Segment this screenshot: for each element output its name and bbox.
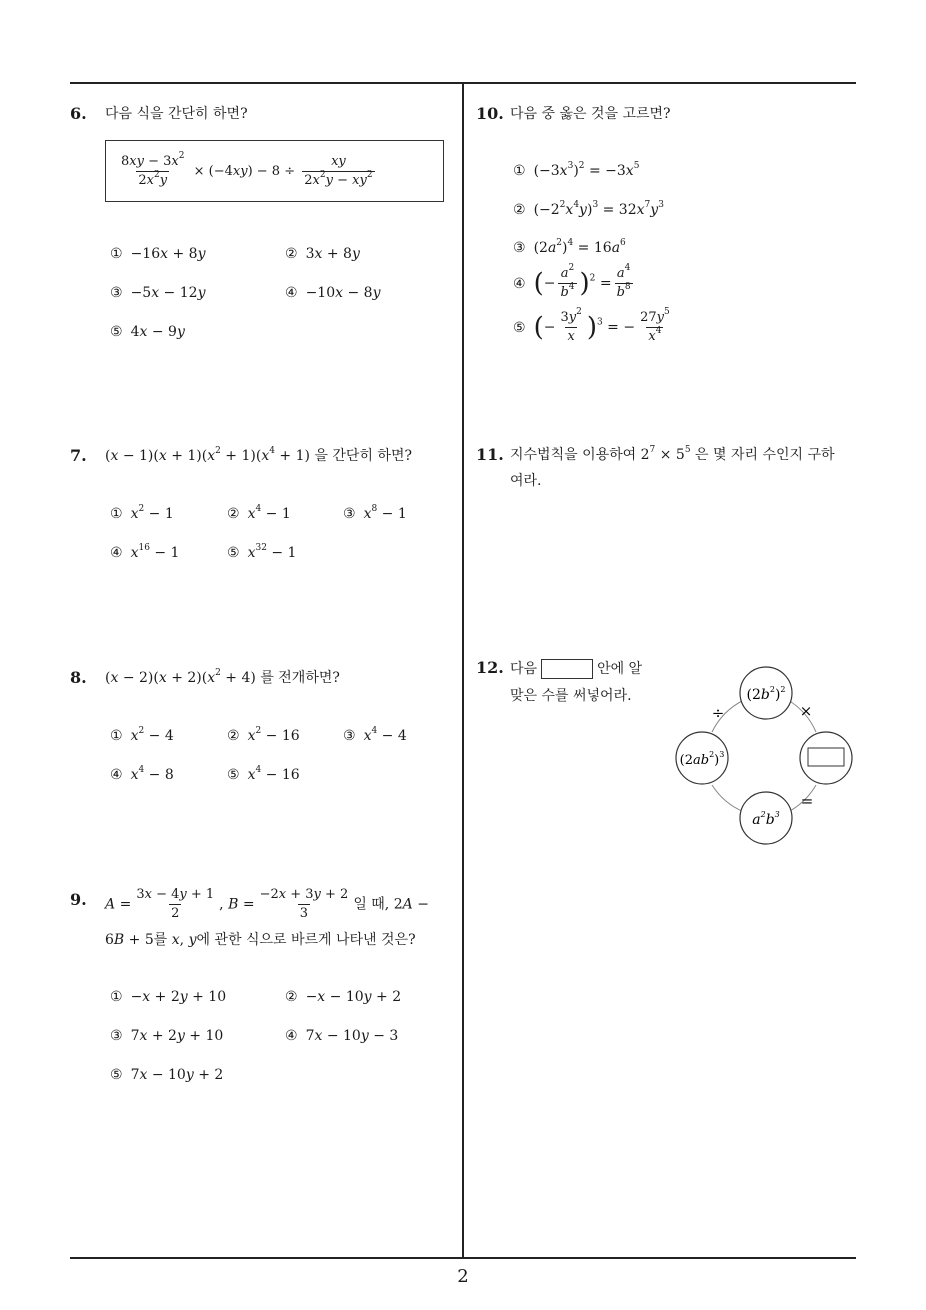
question-6-option-5[interactable]: ⑤ 4x − 9y bbox=[110, 324, 185, 340]
question-7-option-5[interactable]: ⑤ $x^{32} - 1$ bbox=[227, 543, 297, 561]
question-8-option-1[interactable]: ① $x^2 - 4$ bbox=[110, 726, 174, 744]
question-6-text: 다음 식을 간단히 하면? bbox=[105, 106, 248, 122]
question-11-pre: 지수법칙을 이용하여 bbox=[510, 447, 637, 463]
question-12-blank bbox=[541, 659, 593, 679]
question-11-number: 11. bbox=[476, 445, 504, 464]
node-top-label: $(2b^2)^2$ bbox=[746, 685, 786, 703]
node-left-label: $(2ab^2)^3$ bbox=[679, 750, 725, 768]
question-9-line-2-mid: 를 bbox=[153, 932, 168, 948]
bottom-rule bbox=[70, 1257, 856, 1259]
question-10-option-5[interactable]: ⑤ (− $\frac{3y^2}{x}$ )$^3$ = − $\frac{27y^5}{x^4}$ bbox=[513, 307, 670, 344]
op-divide: ÷ bbox=[711, 704, 725, 722]
question-6-option-4[interactable]: ④ −10x − 8y bbox=[285, 285, 381, 301]
question-8-text: $(x - 2)(x + 2)(x^2 + 4)$ 를 전개하면? bbox=[105, 668, 340, 686]
question-7-text: $(x - 1)(x + 1)(x^2 + 1)(x^4 + 1)$ 을 간단히 하면? bbox=[105, 446, 412, 464]
question-9-line-2-tail: 에 관한 식으로 바르게 나타낸 것은? bbox=[196, 932, 416, 948]
question-6-option-3[interactable]: ③ −5x − 12y bbox=[110, 285, 206, 301]
question-9-line-2: 6B + 5를 x, y에 관한 식으로 바르게 나타낸 것은? bbox=[105, 932, 416, 948]
question-7-option-2[interactable]: ② $x^4 - 1$ bbox=[227, 504, 291, 522]
question-10-text: 다음 중 옳은 것을 고르면? bbox=[510, 106, 671, 122]
question-9-option-1[interactable]: ① −x + 2y + 10 bbox=[110, 989, 227, 1005]
question-11-line-2: 여라. bbox=[510, 473, 542, 489]
question-8-suffix: 를 전개하면? bbox=[260, 670, 340, 686]
question-7-suffix: 을 간단히 하면? bbox=[314, 448, 412, 464]
question-8-option-3[interactable]: ③ $x^4 - 4$ bbox=[343, 726, 407, 744]
op-equals: = bbox=[800, 792, 814, 810]
question-9-when: 일 때, bbox=[353, 896, 390, 913]
question-11-post: 은 몇 자리 수인지 구하 bbox=[695, 447, 835, 463]
question-9-option-3[interactable]: ③ 7x + 2y + 10 bbox=[110, 1028, 224, 1044]
question-10-option-4[interactable]: ④ (− $\frac{a^2}{b^4}$ )$^2$ = $\frac{a^4}{b^8}$ bbox=[513, 263, 631, 300]
question-6-option-2[interactable]: ② 3x + 8y bbox=[285, 246, 360, 262]
question-12-cycle-diagram bbox=[666, 660, 866, 860]
question-12-number: 12. bbox=[476, 658, 504, 677]
node-bottom-label: $a^2b^3$ bbox=[752, 810, 780, 828]
question-9-line-1: A = $\frac{3x - 4y + 1}{2}$ , B = $\frac{-2x + 3y + 2}{3}$ 일 때, 2A − bbox=[105, 887, 429, 921]
arc-bottom-left bbox=[712, 785, 744, 812]
question-6-option-1[interactable]: ① −16x + 8y bbox=[110, 246, 206, 262]
question-7-option-4[interactable]: ④ $x^{16} - 1$ bbox=[110, 543, 180, 561]
question-7-number: 7. bbox=[70, 446, 87, 465]
question-6-number: 6. bbox=[70, 104, 87, 123]
question-12-line-1 bbox=[510, 656, 642, 682]
question-7-option-1[interactable]: ① $x^2 - 1$ bbox=[110, 504, 174, 522]
question-8-number: 8. bbox=[70, 668, 87, 687]
question-7-option-3[interactable]: ③ $x^8 - 1$ bbox=[343, 504, 407, 522]
page-number: 2 bbox=[457, 1266, 469, 1287]
question-10-option-1[interactable]: ① $(-3x^3)^2 = -3x^5$ bbox=[513, 161, 640, 179]
op-multiply: × bbox=[799, 702, 813, 720]
question-8-option-5[interactable]: ⑤ $x^4 - 16$ bbox=[227, 765, 300, 783]
question-8-option-2[interactable]: ② $x^2 - 16$ bbox=[227, 726, 300, 744]
question-11-line-1: 지수법칙을 이용하여 $2^7 \times 5^5$ 은 몇 자리 수인지 구하 bbox=[510, 445, 835, 463]
question-10-option-2[interactable]: ② $(-2^2x^4y)^3 = 32x^7y^3$ bbox=[513, 200, 664, 218]
question-9-option-4[interactable]: ④ 7x − 10y − 3 bbox=[285, 1028, 399, 1044]
column-divider bbox=[462, 82, 464, 1258]
question-8-option-4[interactable]: ④ $x^4 - 8$ bbox=[110, 765, 174, 783]
question-6-expression-box: $\frac{8xy - 3x^2}{2x^2y}$ × (−4xy) − 8 ÷ $\frac{xy}{2x^2y - xy^2}$ bbox=[105, 140, 444, 202]
question-12-line-2: 맞은 수를 써넣어라. bbox=[510, 688, 632, 704]
question-9-option-2[interactable]: ② −x − 10y + 2 bbox=[285, 989, 402, 1005]
node-right-blank bbox=[808, 748, 844, 766]
question-10-option-3[interactable]: ③ $(2a^2)^4 = 16a^6$ bbox=[513, 238, 626, 256]
question-12-pre: 다음 bbox=[510, 661, 538, 677]
question-10-number: 10. bbox=[476, 104, 504, 123]
question-12-post: 안에 알 bbox=[597, 661, 643, 677]
question-9-number: 9. bbox=[70, 890, 87, 909]
question-9-option-5[interactable]: ⑤ 7x − 10y + 2 bbox=[110, 1067, 224, 1083]
